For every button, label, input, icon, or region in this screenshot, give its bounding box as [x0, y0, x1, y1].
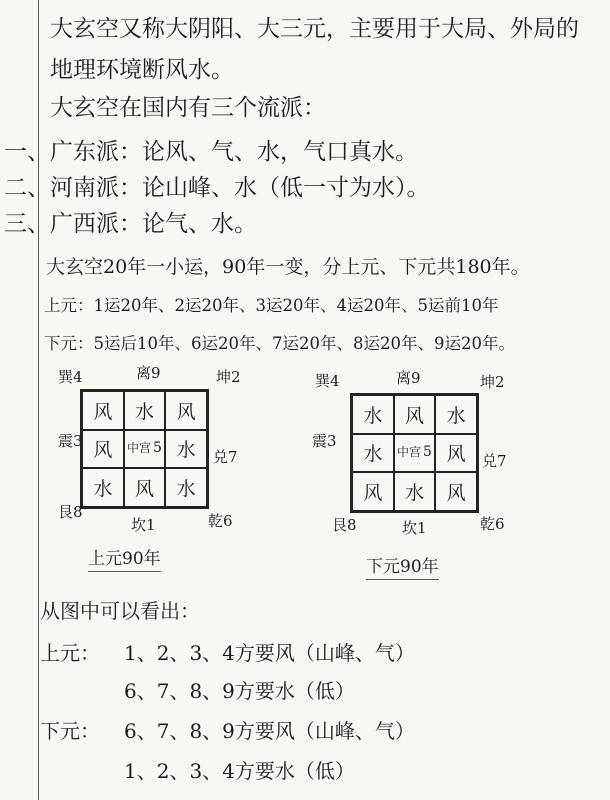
text-line-6: 三、广西派：论气、水。 [4, 211, 257, 237]
grid-cell: 风 [165, 391, 207, 430]
text-line-2: 地理环境断风水。 [50, 57, 234, 83]
direction-gen: 艮8 [58, 503, 83, 521]
nine-palace-grid [350, 393, 479, 513]
text-line-3: 大玄空在国内有三个流派： [50, 95, 326, 121]
grid-cell: 风 [82, 391, 124, 430]
text-line-7: 大玄空20年一小运，90年一变，分上元、下元共180年。 [46, 256, 530, 278]
diagram-caption: 下元90年 [366, 552, 439, 580]
diagram-caption: 上元90年 [88, 544, 161, 572]
direction-xun: 巽4 [58, 368, 83, 386]
direction-gen: 艮8 [332, 516, 357, 534]
center-number: 5 [153, 440, 162, 457]
direction-kan: 坎1 [131, 516, 156, 534]
nine-palace-grid [80, 389, 209, 509]
direction-qian: 乾6 [480, 515, 505, 533]
direction-kan: 坎1 [402, 519, 427, 537]
text-line-4: 一、广东派：论风、气、水，气口真水。 [4, 139, 418, 165]
grid-cell: 风 [82, 430, 124, 469]
grid-cell: 风 [124, 468, 166, 507]
text-line-1: 大玄空又称大阴阳、大三元，主要用于大局、外局的 [50, 16, 579, 42]
xiayuan-line-2: 1、2、3、4方要水（低） [124, 759, 355, 783]
direction-kun: 坤2 [216, 368, 241, 386]
grid-cell: 水 [394, 472, 436, 511]
grid-cell: 风 [394, 395, 436, 434]
text-line-8: 上元：1运20年、2运20年、3运20年、4运20年、5运前10年 [44, 296, 499, 315]
direction-xun: 巽4 [315, 372, 340, 390]
shangyuan-line-2: 6、7、8、9方要水（低） [124, 679, 355, 703]
direction-dui: 兑7 [213, 448, 238, 466]
grid-cell: 水 [165, 430, 207, 469]
margin-line [38, 0, 39, 800]
grid-cell: 水 [165, 468, 207, 507]
grid-cell: 水 [352, 434, 394, 473]
text-line-9: 下元：5运后10年、6运20年、7运20年、8运20年、9运20年。 [44, 334, 515, 353]
grid-cell: 水 [124, 391, 166, 430]
grid-cell: 水 [82, 468, 124, 507]
center-label: 中宫 [397, 445, 422, 460]
direction-qian: 乾6 [208, 512, 233, 530]
shangyuan-label: 上元： [40, 641, 100, 665]
direction-li: 离9 [396, 369, 421, 387]
text-line-5: 二、河南派：论山峰、水（低一寸为水）。 [4, 175, 430, 201]
conclusion-intro: 从图中可以看出： [40, 599, 200, 623]
grid-cell: 风 [435, 434, 477, 473]
shangyuan-line-1: 1、2、3、4方要风（山峰、气） [124, 641, 415, 665]
center-label: 中宫 [127, 441, 152, 456]
grid-cell: 风 [352, 472, 394, 511]
direction-kun: 坤2 [480, 373, 505, 391]
grid-cell: 水 [352, 395, 394, 434]
grid-cell: 风 [435, 472, 477, 511]
direction-zhen: 震3 [312, 432, 337, 450]
center-palace [394, 434, 436, 473]
direction-dui: 兑7 [482, 452, 507, 470]
center-palace [124, 430, 166, 469]
xiayuan-line-1: 6、7、8、9方要风（山峰、气） [124, 719, 415, 743]
center-number: 5 [423, 444, 432, 461]
xiayuan-label: 下元： [40, 719, 100, 743]
direction-zhen: 震3 [58, 432, 83, 450]
grid-cell: 水 [435, 395, 477, 434]
direction-li: 离9 [136, 364, 161, 382]
